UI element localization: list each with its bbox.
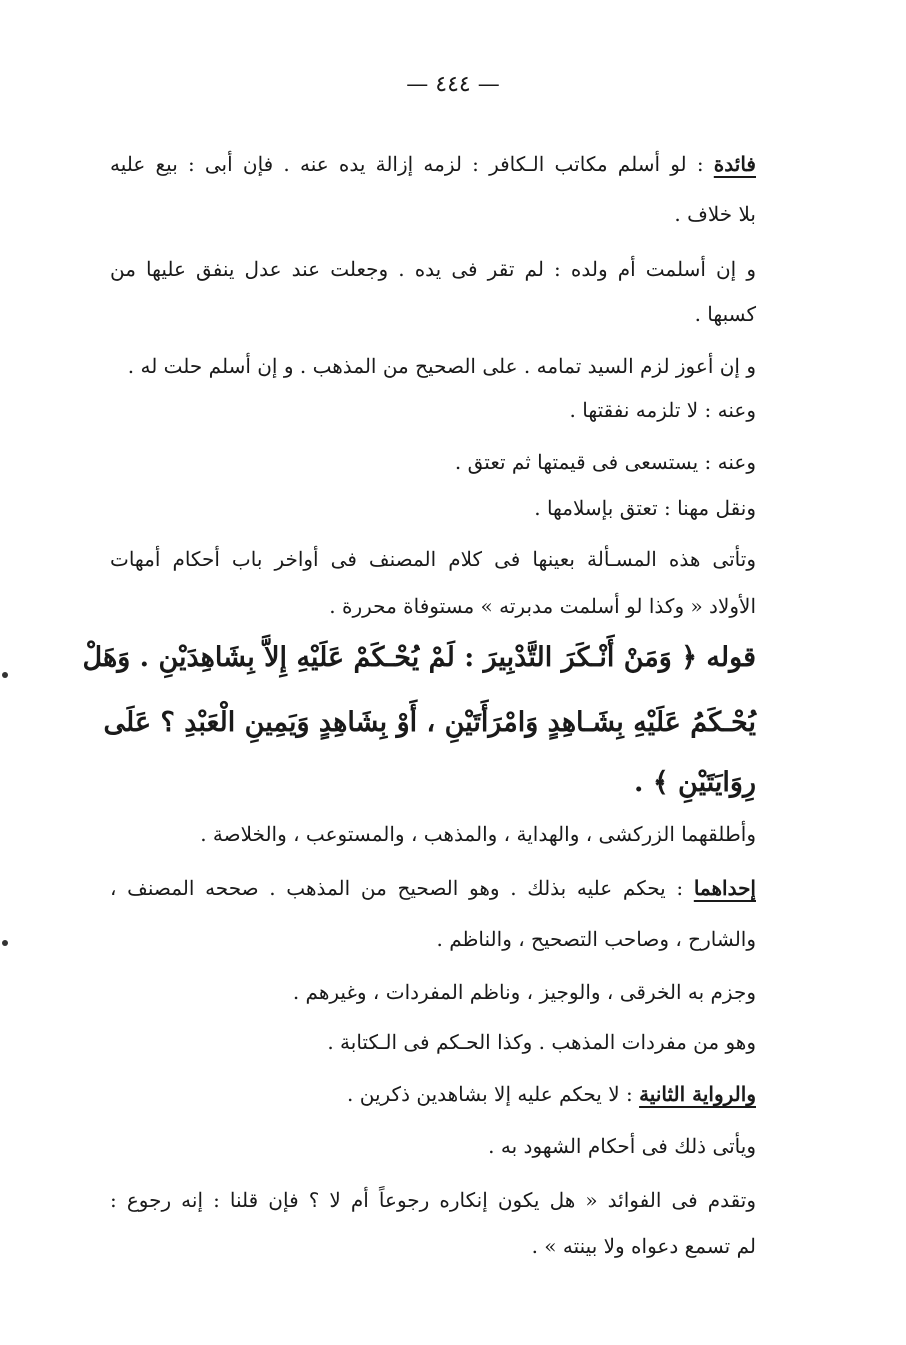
line-text: بلا خلاف . (674, 202, 756, 226)
text-line-13 (110, 925, 756, 953)
text-line-7 (110, 448, 756, 476)
line-text: : لا يحكم عليه إلا بشاهدين ذكرين . (347, 1082, 633, 1106)
margin-dot (2, 940, 8, 946)
line-text: الأولاد « وكذا لو أسلمت مدبرته » مستوفاة محررة . (329, 594, 756, 618)
line-text: ويأتى ذلك فى أحكام الشهود به . (488, 1134, 756, 1158)
text-line-3 (110, 255, 756, 283)
margin-dot (2, 672, 8, 678)
line-text: ونقل مهنا : تعتق بإسلامها . (534, 496, 756, 520)
line-text: و إن أسلمت أم ولده : لم تقر فى يده . وجعلت عند عدل ينفق عليها من (110, 257, 756, 281)
line-text: رِوَايَتَيْنِ ﴾ . (634, 767, 756, 798)
line-text: وأطلقهما الزركشى ، والهداية ، والمذهب ، والمستوعب ، والخلاصة . (200, 822, 756, 846)
text-line-6 (110, 396, 756, 424)
quoted-text-line-3 (110, 765, 756, 801)
text-line-16 (110, 1080, 756, 1108)
text-line-15 (110, 1028, 756, 1056)
line-text: وعنه : يستسعى فى قيمتها ثم تعتق . (454, 450, 756, 474)
line-text: يُحْـكَمُ عَلَيْهِ بِشَـاهِدٍ وَامْرَأَتَيْنِ ، أَوْ بِشَاهِدٍ وَيَمِينِ الْعَبْدِ ؟ عَلَى (103, 707, 756, 738)
line-text: وعنه : لا تلزمه نفقتها . (569, 398, 756, 422)
line-text: : لو أسلم مكاتب الـكافر : لزمه إزالة يده عنه . فإن أبى : بيع عليه (110, 152, 704, 176)
term-second-narration: والرواية الثانية (639, 1082, 756, 1106)
text-line-5 (110, 352, 756, 380)
line-text: : يحكم عليه بذلك . وهو الصحيح من المذهب . صححه المصنف ، (110, 876, 684, 900)
line-text: لم تسمع دعواه ولا بينته » . (531, 1234, 756, 1258)
term-faida: فائدة (713, 152, 756, 176)
line-text: والشارح ، وصاحب التصحيح ، والناظم . (436, 927, 756, 951)
line-text: وهو من مفردات المذهب . وكذا الحـكم فى الـكتابة . (327, 1030, 756, 1054)
line-text: كسبها . (694, 302, 756, 326)
text-line-19 (110, 1232, 756, 1260)
quoted-text-line-2 (103, 705, 756, 741)
text-line-12 (110, 874, 756, 902)
text-line-14 (110, 978, 756, 1006)
term-ihdahuma: إحداهما (693, 876, 756, 900)
line-text: قوله ﴿ وَمَنْ أَنْـكَرَ التَّدْبِيرَ : لَمْ يُحْـكَمْ عَلَيْهِ إِلاَّ بِشَاهِدَيْنِ . وَهَلْ (82, 642, 756, 673)
quoted-text-line-1 (82, 640, 756, 676)
text-line-17 (110, 1132, 756, 1160)
page-number: — ٤٤٤ — (406, 72, 500, 97)
line-text: وجزم به الخرقى ، والوجيز ، وناظم المفردات ، وغيرهم . (292, 980, 756, 1004)
text-line-10 (110, 592, 756, 620)
text-line-11 (110, 820, 756, 848)
line-text: وتقدم فى الفوائد « هل يكون إنكاره رجوعاً أم لا ؟ فإن قلنا : إنه رجوع : (110, 1188, 756, 1212)
text-line-8 (110, 494, 756, 522)
line-text: و إن أعوز لزم السيد تمامه . على الصحيح من المذهب . و إن أسلم حلت له . (127, 354, 756, 378)
text-line-4 (110, 300, 756, 328)
text-line-1 (110, 150, 756, 178)
text-line-2 (110, 200, 756, 228)
text-line-18 (110, 1186, 756, 1214)
text-line-9 (110, 545, 756, 573)
line-text: وتأتى هذه المسـألة بعينها فى كلام المصنف فى أواخر باب أحكام أمهات (110, 547, 756, 571)
